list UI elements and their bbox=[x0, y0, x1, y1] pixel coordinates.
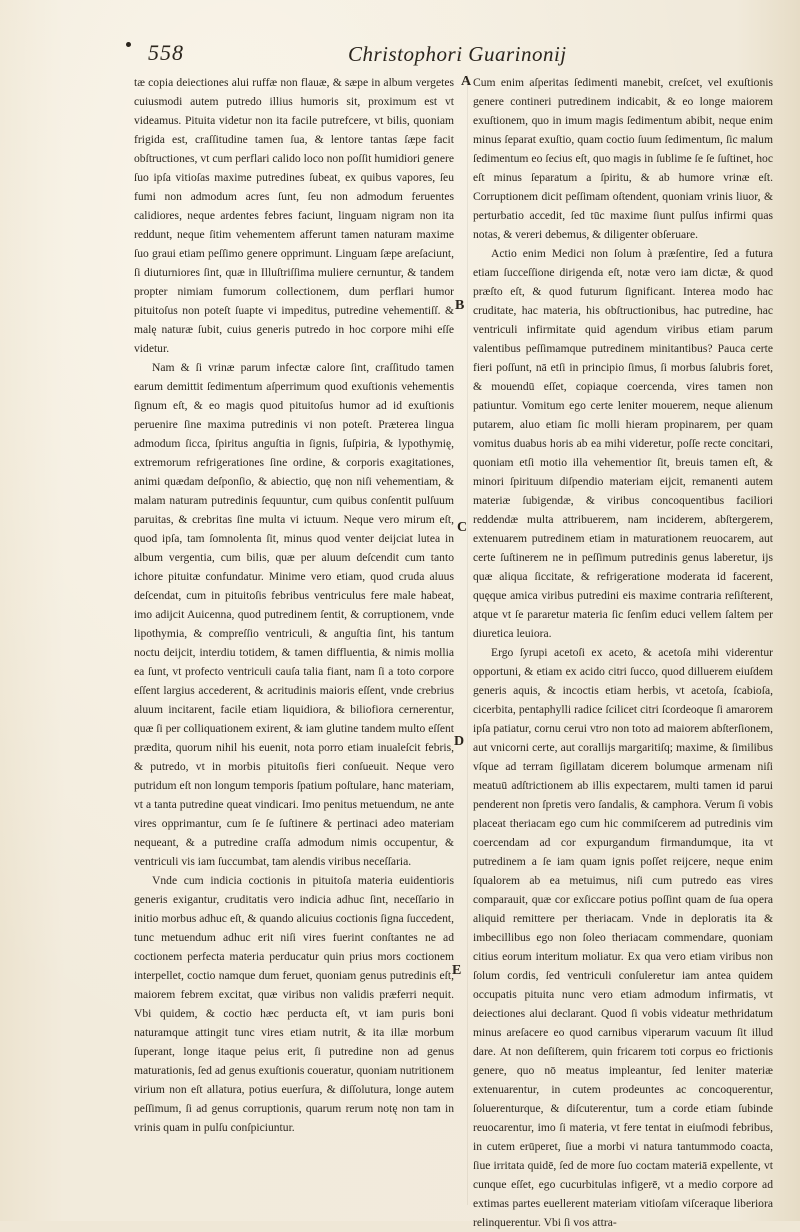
paragraph: Ergo ſyrupi acetoſi ex aceto, & acetoſa mihi viderentur opportuni, & etiam ex acido citri ſucco, quod dilluerem eiuſdem generis aquis, & incoctis etiam herbis, vt acetoſa, ſcabioſa, cicerbita, pentaphylli radice ſcilicet citri ſcordeoque ſi amarorem ipſa patiatur, cornu cerui vtro non toto ad maiorem abſterſionem, aut vnicorni certe, aut corallijs margaritiſq; maxime, & ſimilibus vſque ad terram ſigillatam dicerem bolumque armenam niſi meatuū adſtrictionem ab illis expectarem, multi tamen id parui penderent non ſpretis vero ſandalis, & camphora. Verum ſi vobis placeat theriacam ego cum hic commiſcerem ad putredinis vim coercendam ad cor expurgandum firmandumque, ita vt putredinem a ſe iam quam ignis poſſet reijcere, neque enim ſqualorem ab ea metuimus, niſi cum putredo eas vires comparauit, quæ cor exſiccare potius poſſint quam de ſua opera aliquid remittere per theriacam. Vnde in deploratis ita & imbecillibus ego non ſoleo theriacam commendare, quoniam citius eorum interitum moliatur. Ex qua vero etiam viribus non ſolum cordis, ſed ventriculi conſuleretur iam antea quidem occupatis pituita nunc vero etiam admodum infirmatis, vt deiectiones alui declarant. Quod ſi vobis videatur methridatum minus areſacere eo quod carnibus viperarum vacuum ſit illud dare. At non deſiſterem, quin fricarem toti corpus eo frictionis genere, quo nō meatus impleantur, ſed leniter materiæ extenuarentur, in cutem prodeuntes ac concoquerentur, ſoluerenturque, & diſcuterentur, tum a corde etiam ſubinde reuocarentur, imo ſi materia, vt fere tentat in eiuſmodi febribus, in cutem erūperet, ſiue a morbi vi natura tantummodo coacta, ſiue irritata quidē, ſed de more ſuo coctam materiā expellente, vt cunque eſſet, ego cucurbitulas infigerē, vt a medio corpore ad extimas partes euellerent materiam vitioſam viſceraque liberiora relinquerentur. Vbi ſi vos attra- bbox=[473, 646, 773, 1229]
margin-letter: B bbox=[455, 298, 465, 313]
page-number: 558 bbox=[148, 40, 184, 65]
paragraph: Vnde cum indicia coctionis in pituitoſa materia euidentioris generis exigantur, cruditatis vero indicia adhuc ſint, neceſſario in initio morbus adhuc eſt, & quando alicuius coctionis ſigna ſuccedent, tunc metuendum adhuc erit niſi vires fuerint conſtantes ne ad coctionem perfecta materia perducatur quin prius mors coctionem interpellet, coctio namque dum feruet, quoniam genus putredinis eſt, maiorem febrem excitat, quæ viribus non validis præferri nequit. Vbi quidem, & coctio hæc perducta eſt, vt iam puris boni naturamque attingit tunc vires etiam nutrit, & ita illæ morbum ſuperant, longe itaque peius erit, ſi putredine non ad genus maturationis, ſed ad genus exuſtionis coueratur, quoniam nutritionem virium non eſt allatura, potius euerſura, & diſſolutura, longe autem peſſimum, ſi ad genus corruptionis, quarum rerum notę non tam in vrinis quam in pulſu conſpiciuntur. bbox=[134, 874, 454, 1134]
margin-letter: E bbox=[452, 963, 462, 978]
margin-letter: A bbox=[461, 74, 472, 89]
column-gutter bbox=[467, 75, 468, 1205]
margin-letter: C bbox=[457, 520, 468, 535]
margin-letter: D bbox=[454, 734, 465, 749]
ink-dot bbox=[126, 42, 131, 47]
right-column bbox=[473, 73, 773, 1229]
left-column bbox=[134, 73, 454, 1213]
paragraph: tæ copia deiectiones alui ruffæ non flauæ, & sæpe in album vergetes cuiusmodi autem putredo illius humoris sit, proximum est vt videamus. Pituita videtur non ita facile putrefcere, vt bilis, quoniam frigida est, craſſitudine tamen ſua, & lentore tantas ſæpe facit obſtructiones, vt cum perflari calido loco non poſſit humidiori genere ſuo ipſa vitioſas maxime putredines ſubeat, ex quibus vapores, ſeu fumi non admodum acres ſunt, ſeu non admodum feruentes calidiores, neque ardentes febres faciunt, linguam nigram non ita reddunt, neque ſitim vehementem afferunt tamen naturam maxime ſuo graui etiam peſſimo genere opprimunt. Linguam ſæpe areſaciunt, ſi diuturniores ſint, quæ in Illuſtriſſima muliere cernuntur, & tandem propter nimiam fumorum collectionem, dum perflari humor pituitoſus non poteſt ſuapte vi impeditus, putredine vehementiſſ. & malę naturæ ſubit, cuius generis putredo in hoc corpore mihi eſſe videtur. bbox=[134, 76, 454, 355]
paragraph: Cum enim aſperitas ſedimenti manebit, creſcet, vel exuſtionis genere contineri putredinem indicabit, & eo longe maiorem exuſtionem, quo in imum magis ſedimentum abibit, neque enim minus ſeparat exuſtio, quam coctio ſuum ſedimentum, ſic malum ſedimentum eo ſecius eſt, quo magis in ſublime ſe ſe ſuſtinet, hoc eſt minus ſeparatum a ſpiritu, & ab humore vrinæ eſt. Corruptionem dicit peſſimam oſtendent, quoniam vrinis liuor, & perturbatio accedit, ſed tūc maxime ſiunt pulſus infirmi quas notas, & vereri debemus, & diligenter obſeruare. bbox=[473, 76, 773, 241]
paragraph: Actio enim Medici non ſolum à præſentire, ſed a futura etiam ſucceſſione dirigenda eſt, notæ vero iam dictæ, & quod præſto eſt, & quod futurum ſignificant. Interea modo hac cruditate, hac materia, his obſtructionibus, hac putredine, hac ventriculi infirmitate quid agendum viribus etiam parum valentibus peſſimamque putredinem minitantibus? Pauca certe fieri poſſunt, nā etſi in principio ſimus, ſi morbus ſalubris foret, & mouendū eſſet, copiaque coercenda, vires tamen non patiuntur. Vomitum ego certe leniter mouerem, neque alienum putarem, aluo etiam ſic molli hieram propinarem, per quam vomitus duabus horis ab ea mihi videretur, poſſe recte concitari, quoniam etſi motio illa vehementior ſit, breuis tamen eſt, & minori ſpirituum diſpendio materiam eijcit, remanenti autem materiæ ſubigendæ, & viribus concoquentibus faciliori reddendæ multa attribuerem, nam inciderem, abſtergerem, extenuarem putredinem etiam in maturationem reuocarem, aut certe ſuſtinerem ne in peſſimum putredinis genus laberetur, ijs quæ aliqua ſiccitate, & refrigeratione moderata id facerent, quęque amica viribus putredini eis maxime contraria reſiſterent, atque vt ſe pararetur materia ſic ſenſim educi vellem ſaltem per diuretica leuiora. bbox=[473, 247, 773, 640]
running-head: Christophori Guarinonij bbox=[348, 42, 567, 66]
paragraph: Nam & ſi vrinæ parum infectæ calore ſint, craſſitudo tamen earum demittit ſedimentum aſperrimum quod exuſtionis vehementis ſignum eſt, & eo magis quod pituitoſus humor ad id exuſtionis peruenire ſine maxima putredinis vi non poteſt. Præterea lingua admodum ſicca, ſpiritus anguſtia in ſignis, ſuſpiria, & lypothymię, extremorum refrigerationes ſine ordine, & corporis exagitationes, animi quædam deſponſio, & abiectio, quę non niſi vehementiam, & malam naturam putredinis ſequuntur, cum quibus conſentit pulſuum paruitas, & crebritas ſine multa vi ictuum. Neque vero mirum eſt, quod ipſa, tam ſomnolenta ſit, minus quod venter deijciat lutea in album vergentia, cum bilis, quæ per aluum deſcendit cum tanto ichore pituitæ confundatur. Minime vero etiam, quod cruda aluus deſcendat, cum in pituitoſis febribus ventriculus fere male habeat, imo adijcit Auicenna, quod putredinem ſentit, & corruptionem, vnde lipothymia, & compreſſio ventriculi, & anguſtia ſint, his tantum noctu deijcit, interdiu totidem, & tamen diffluentia, & nimis mollia ea ſunt, vt profecto ventriculi cauſa talia fiant, nam ſi a toto corpore eſſent largius accederent, & acritudinis maioris eſſent, vnde crebrius aluum incitarent, facile etiam liquidiora, & biliofiora cernerentur, quæ ſi per colliquationem exirent, & iam glutine tandem multo eſſent prædita, quorum nihil his euenit, nota porro etiam inualeſcit febris, & putredo, vt in morbis pituitoſis fieri conſueuit. Neque vero putridum eſt non longum temporis ſpatium poſtulare, hanc materiam, vt a tanta putredine queat vindicari. Imo penitus metuendum, ne ante vires opprimantur, cum ſe ſe ſuſtinere & pertinaci adeo materiam nequeant, & a putredine craſſa admodum nimis occupentur, & ventriculi vis iam ſuccumbat, tam alendis viribus neceſſaria. bbox=[134, 361, 454, 868]
